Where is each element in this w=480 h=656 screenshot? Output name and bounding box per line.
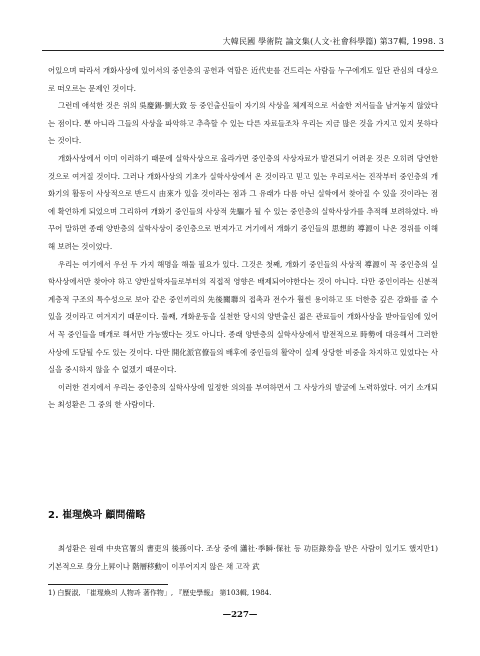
paragraph: 최성환은 원래 中央官署의 書吏의 後孫이다. 조상 중에 瀟社·季瞬·保社 등 功臣錄券을 받은 사람이 있기도 했지만1) 기본적으로 身分上昇이나 階層移動이 이루어지지 않은 채 고작 武: [48, 544, 438, 571]
footnote: 1) 白賢淑, 「崔瑆煥의 人物과 著作物」, 『歷史學報』 第103輯, 1984.: [48, 589, 272, 597]
body-text: [48, 62, 438, 414]
paragraph: 이러한 견지에서 우리는 중인층의 실학사상에 일정한 의의를 부여하면서 그 사상가의 발굴에 노력하였다. 여기 소개되는 최성환은 그 중의 한 사람이다.: [48, 382, 438, 410]
paragraph: 우리는 여기에서 우선 두 가지 해명을 해둘 필요가 있다. 그것은 첫째, 개화기 중인들의 사상적 導源이 꼭 중인층의 실학사상에서만 찾아야 하고 양반실학자들로부터의 직접적 영향은 배제되어야한다는 것이 아니다. 다만 중인이라는 신분적 계층적 구조의 특수성으로 보아 같은 중인끼리의 先後關聯의 접촉과 전수가 훨씬 용이하고 또 더한층 깊은 감화를 줄 수 있을 것이라고 여겨지기 때문이다. 둘째, 개화운동을 실천한 당시의 양반출신 젊은 관료들이 개화사상을 받아들임에 있어서 꼭 중인들을 매개로 해서만 가능했다는 것도 아니다. 종래 양반층의 실학사상에서 발전적으로 時勢에 대응해서 그러한 사상에 도달될 수도 있는 것이다. 다만 開化派官僚들의 배후에 중인들의 활약이 실제 상당한 비중을 차지하고 있었다는 사실을 중시하지 않을 수 없겠기 때문이다.: [48, 259, 438, 375]
footnote-divider: [48, 584, 168, 585]
section-body-text: [48, 540, 438, 575]
page-number: —227—: [222, 610, 258, 620]
paragraph: 어있으며 따라서 개화사상에 있어서의 중인층의 공헌과 역할은 近代史를 건드리는 사람들 누구에게도 일단 관심의 대상으로 떠오르는 문제인 것이다.: [48, 66, 438, 93]
section-heading: 2. 崔瑆煥과 顧問備略: [48, 510, 146, 521]
paragraph: 그런데 애석한 것은 위의 吳慶錫·劉大致 등 중인출신들이 자기의 사상을 체계적으로 서술한 저서들을 남겨놓지 않았다는 점이다. 뿐 아니라 그들의 사상을 파악하고 추측할 수 있는 다른 자료들조차 우리는 지금 많은 것을 가지고 있지 못하다는 것이다.: [48, 101, 438, 146]
running-header: 大韓民國 學術院 論文集(人文·社會科學篇) 第37輯, 1998. 3: [222, 37, 444, 46]
header-divider: [42, 50, 444, 51]
paragraph: 개화사상에서 이미 이러하기 때문에 실학사상으로 올라가면 중인층의 사상자료가 발견되기 어려운 것은 오히려 당연한 것으로 여겨질 것이다. 그러나 개화사상의 기초가 실학사상에서 온 것이라고 믿고 있는 우리로서는 진작부터 중인층의 개화기의 활동이 사상적으로 반드시 由來가 있을 것이라는 점과 그 유래가 다름 아닌 실학에서 찾아질 수 있을 것이라는 점에 확언하게 되었으며 그리하여 개화기 중인들의 사상적 先驅가 될 수 있는 중인층의 실학사상가를 추적해 보려하였다. 바꾸어 말하면 종래 양반층의 실학사상이 중인층으로 번져가고 거기에서 개화기 중인들의 思想的 導源이 나온 경위를 이해해 보려는 것이었다.: [48, 153, 438, 251]
